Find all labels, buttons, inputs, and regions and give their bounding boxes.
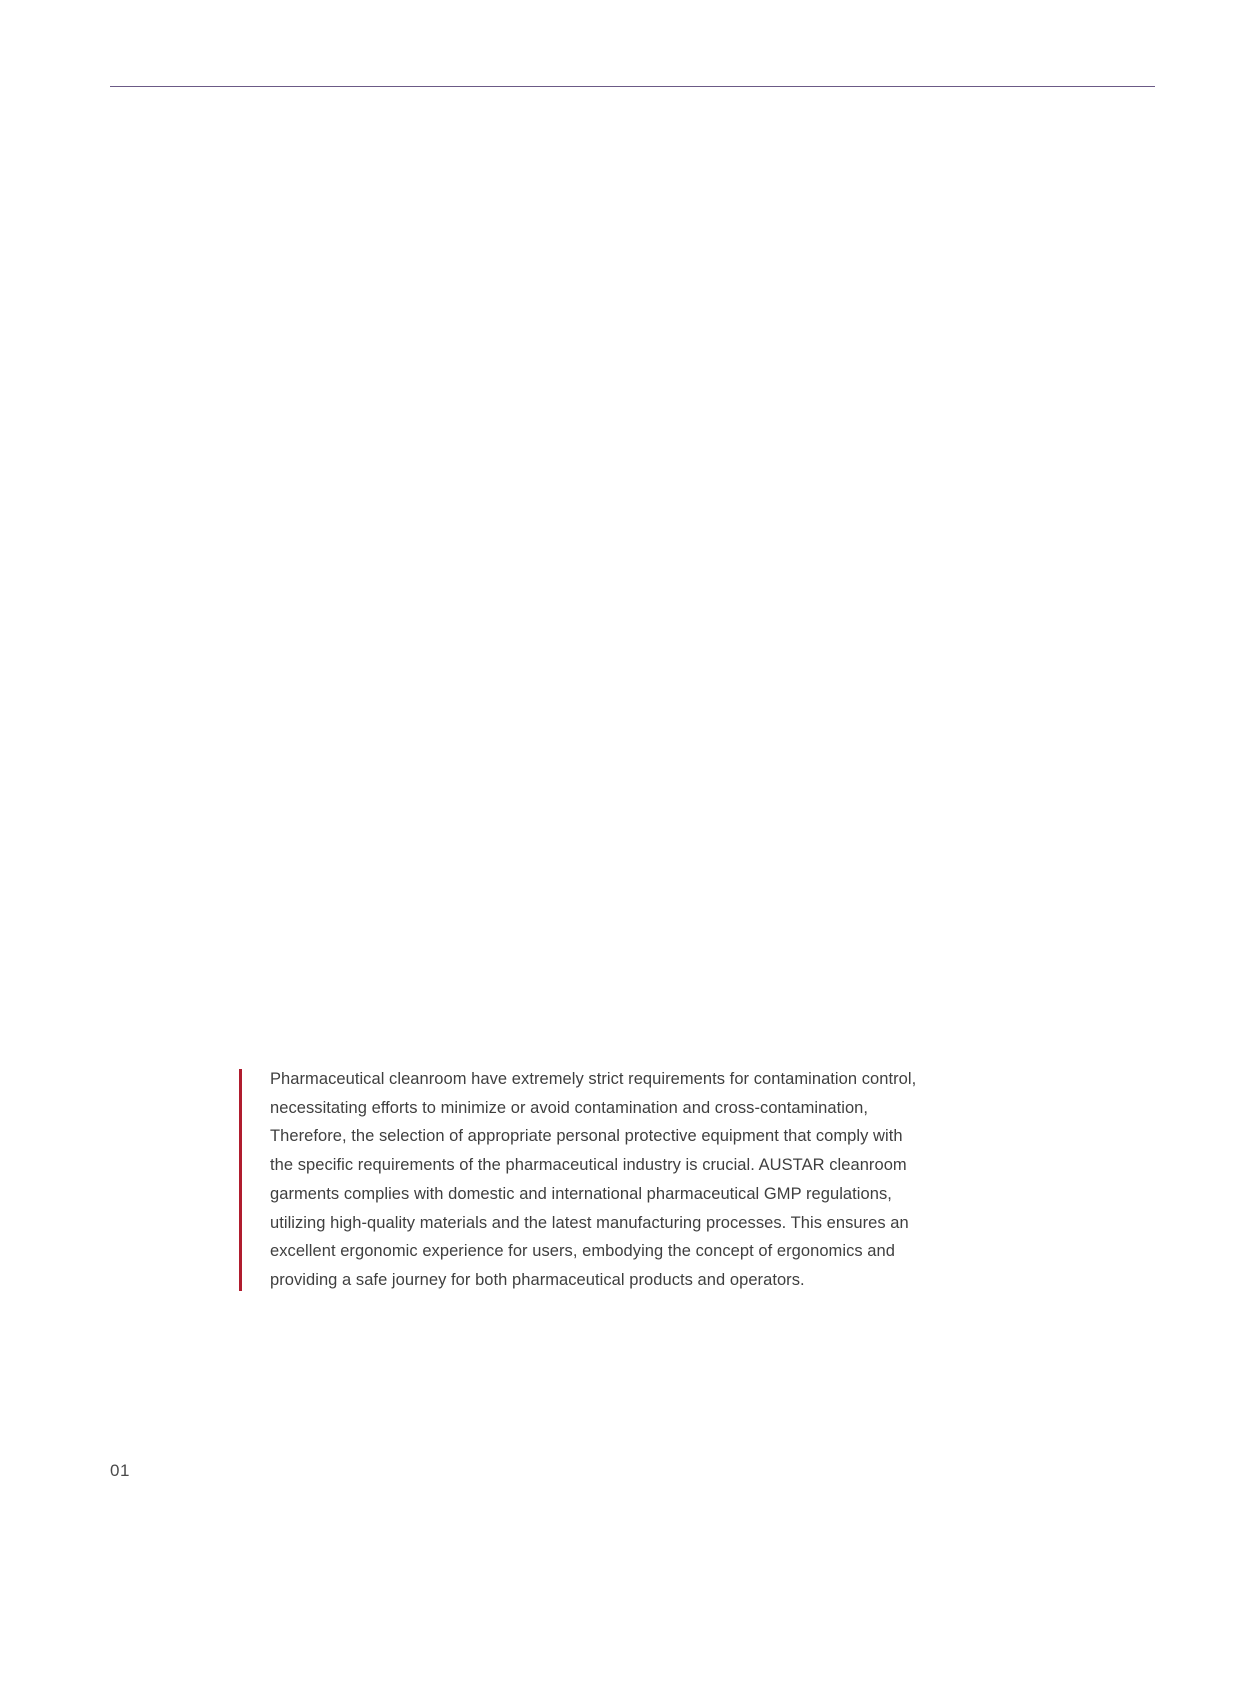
header-divider (110, 86, 1155, 87)
intro-paragraph: Pharmaceutical cleanroom have extremely strict requirements for contamination control, necessitating efforts to minimize or avoid contamination and cross-contamination, Therefore, the selection of appropriate personal protective equipment that comply with the specific requirements of the pharmaceutical industry is crucial. AUSTAR cleanroom garments complies with domestic and international pharmaceutical GMP regulations, utilizing high-quality materials and the latest manufacturing processes. This ensures an excellent ergonomic experience for users, embodying the concept of ergonomics and providing a safe journey for both pharmaceutical products and operators. (270, 1070, 917, 1289)
red-accent-bar (239, 1069, 242, 1291)
page-number: 01 (110, 1461, 130, 1480)
intro-text-block (239, 1065, 929, 1295)
